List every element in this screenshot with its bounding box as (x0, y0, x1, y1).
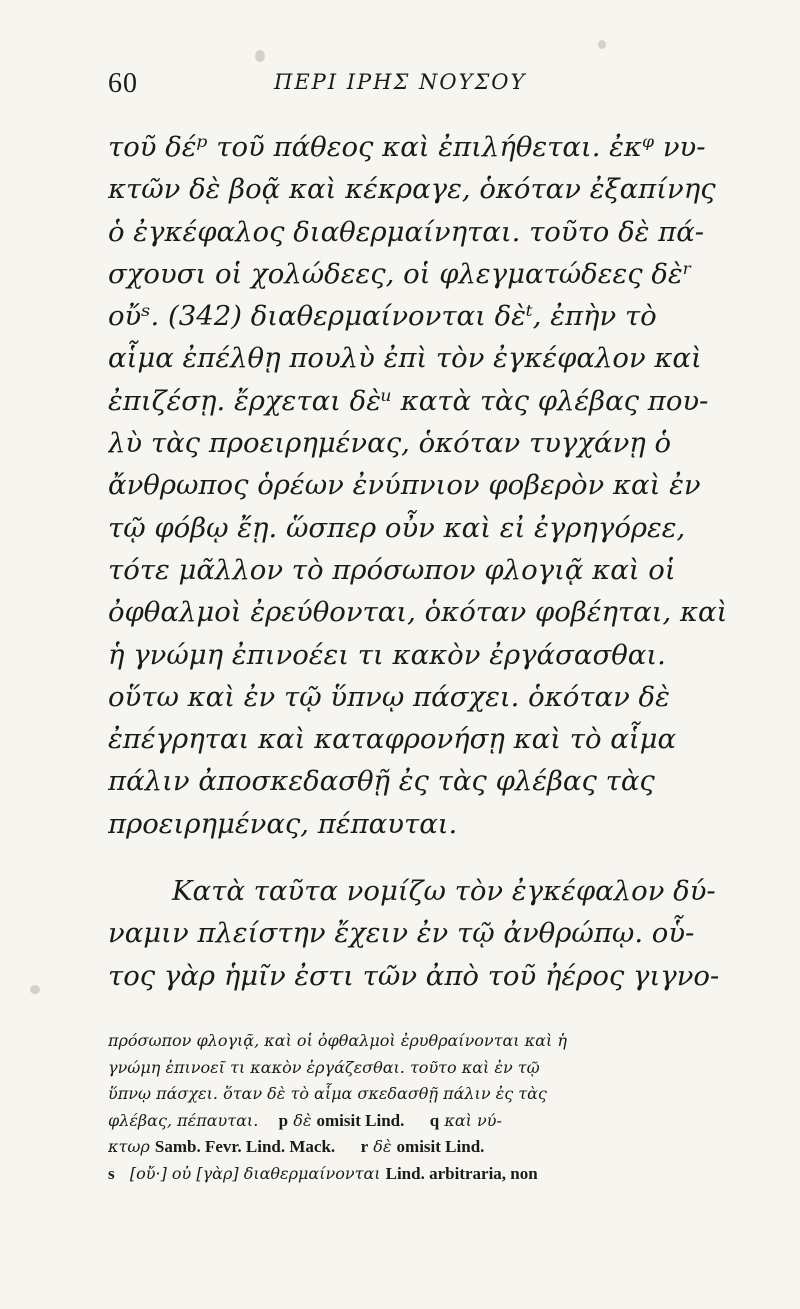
text-line: ἄνθρωπος ὁρέων ἐνύπνιον φοβερὸν καὶ ἐν (108, 469, 701, 502)
text-line: ὁ ἐγκέφαλος διαθερμαίνηται. τοῦτο δὲ πά- (108, 215, 705, 248)
text-line: λὺ τὰς προειρημένας, ὁκόταν τυγχάνῃ ὁ (108, 427, 672, 460)
footnote-line (108, 1055, 768, 1082)
footnote-greek: καὶ νύ- (444, 1110, 502, 1130)
footnote-greek: ὕπνῳ πάσχει. ὅταν δὲ τὸ αἷμα σκεδασθῇ πάλιν ἐς τὰς (108, 1084, 547, 1103)
paper-speck (30, 985, 40, 994)
main-paragraph (108, 126, 768, 845)
footnote-line (108, 1028, 768, 1055)
footnote-marker: p (278, 1110, 289, 1130)
text-line: ἐπιζέσῃ. ἔρχεται δὲᵘ κατὰ τὰς φλέβας που- (108, 384, 709, 417)
text-line: ἐπέγρηται καὶ καταφρονήσῃ καὶ τὸ αἷμα (108, 723, 677, 756)
text-line: Κατὰ ταῦτα νομίζω τὸν ἐγκέφαλον δύ- (172, 875, 716, 907)
running-head: ΠΕΡΙ ΙΡΗΣ ΝΟΥΣΟΥ (274, 70, 527, 94)
text-line: τῷ φόβῳ ἔῃ. ὥσπερ οὖν καὶ εἰ ἐγρηγόρεε, (108, 511, 686, 544)
footnote-latin: omisit Lind. (396, 1137, 485, 1156)
footnote-greek: γνώμη ἐπινοεῖ τι κακὸν ἐργάζεσθαι. τοῦτο καὶ ἐν τῷ (108, 1057, 540, 1077)
paper-speck (598, 40, 606, 49)
footnote-greek: κτωρ (108, 1137, 150, 1156)
footnote-greek: πρόσωπον φλογιᾷ, καὶ οἱ ὀφθαλμοὶ ἐρυθραίνονται καὶ ἡ (108, 1031, 567, 1050)
footnote-greek: δὲ (373, 1137, 392, 1156)
text-line: προειρημένας, πέπαυται. (108, 807, 458, 840)
text-line: οὔˢ. (342) διαθερμαίνονται δὲᵗ, ἐπὴν τὸ (108, 300, 657, 333)
footnote-greek: φλέβας, πέπαυται. (108, 1110, 259, 1130)
text-line: σχουσι οἱ χολώδεες, οἱ φλεγματώδεες δὲʳ (108, 257, 693, 290)
footnote-line (108, 1081, 768, 1108)
footnote-latin: Lind. arbitraria, non (385, 1163, 538, 1183)
footnote-greek: [οὔ·] οὐ [γὰρ] διαθερμαίνονται (129, 1163, 381, 1183)
footnote-greek: δὲ (293, 1110, 312, 1130)
footnote-marker: r (360, 1137, 369, 1156)
text-line: τοῦ δέᵖ τοῦ πάθεος καὶ ἐπιλήθεται. ἐκᵠ νυ- (108, 131, 706, 163)
text-line: οὕτω καὶ ἐν τῷ ὕπνῳ πάσχει. ὁκόταν δὲ (108, 680, 670, 713)
footnote-marker: q (429, 1110, 440, 1130)
footnote-line (108, 1108, 768, 1135)
paper-speck (255, 50, 265, 62)
page-header (108, 68, 708, 108)
footnote-line (108, 1161, 768, 1188)
footnote-latin: Samb. Fevr. Lind. Mack. (154, 1137, 336, 1156)
text-line: πάλιν ἀποσκεδασθῇ ἐς τὰς φλέβας τὰς (108, 765, 655, 798)
text-line: τότε μᾶλλον τὸ πρόσωπον φλογιᾷ καὶ οἱ (108, 553, 676, 586)
text-line: ναμιν πλείστην ἔχειν ἐν τῷ ἀνθρώπῳ. οὗ- (108, 917, 695, 950)
text-line: αἷμα ἐπέλθῃ πουλὺ ἐπὶ τὸν ἐγκέφαλον καὶ (108, 342, 702, 375)
text-line: τος γὰρ ἡμῖν ἐστι τῶν ἀπὸ τοῦ ἠέρος γιγνο- (108, 959, 720, 992)
text-line: ἡ γνώμη ἐπινοέει τι κακὸν ἐργάσασθαι. (108, 638, 666, 671)
text-line: ὀφθαλμοὶ ἐρεύθονται, ὁκόταν φοβέηται, καὶ (108, 596, 728, 629)
text-line: κτῶν δὲ βοᾷ καὶ κέκραγε, ὁκόταν ἐξαπίνης (108, 173, 716, 206)
footnotes (108, 1028, 768, 1187)
second-paragraph (108, 870, 768, 997)
footnote-line (108, 1134, 768, 1161)
footnote-latin: omisit Lind. (316, 1110, 405, 1130)
page-number: 60 (108, 68, 138, 99)
footnote-marker: s (108, 1163, 115, 1183)
